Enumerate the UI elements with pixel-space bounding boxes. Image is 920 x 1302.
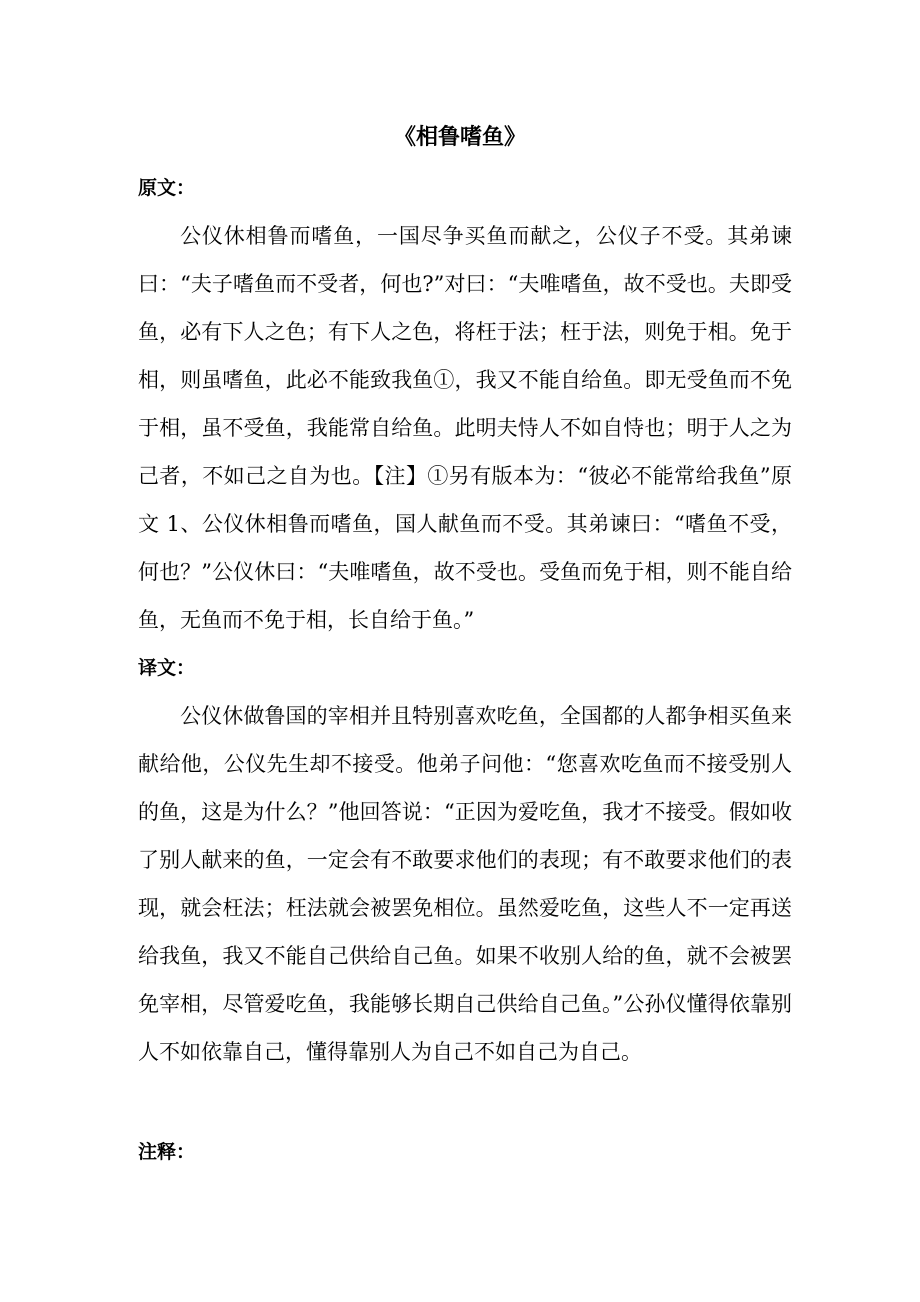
notes-heading: 注释： bbox=[138, 1141, 196, 1163]
original-text-heading: 原文： bbox=[138, 177, 196, 199]
document-title: 《相鲁嗜鱼》 bbox=[393, 125, 526, 150]
translation-paragraph: 公仪休做鲁国的宰相并且特别喜欢吃鱼，全国都的人都争相买鱼来献给他，公仪先生却不接受。他弟子问他：“您喜欢吃鱼而不接受别人的鱼，这是为什么？”他回答说：“正因为爱吃鱼，我才不接受。假如收了别人献来的鱼，一定会有不敢要求他们的表现；有不敢要求他们的表现，就会枉法；枉法就会被罢免相位。虽然爱吃鱼，这些人不一定再送给我鱼，我又不能自己供给自己鱼。如果不收别人给的鱼，就不会被罢免宰相，尽管爱吃鱼，我能够长期自己供给自己鱼。”公孙仪懂得依靠别人不如依靠自己，懂得靠别人为自己不如自己为自己。 bbox=[138, 704, 792, 1064]
original-text-paragraph: 公仪休相鲁而嗜鱼，一国尽争买鱼而献之，公仪子不受。其弟谏曰：“夫子嗜鱼而不受者，何也?”对曰：“夫唯嗜鱼，故不受也。夫即受鱼，必有下人之色；有下人之色，将枉于法；枉于法，则免于相。免于相，则虽嗜鱼，此必不能致我鱼①，我又不能自给鱼。即无受鱼而不免于相，虽不受鱼，我能常自给鱼。此明夫恃人不如自恃也；明于人之为己者，不如己之自为也。【注】①另有版本为：“彼必不能常给我鱼”原文 1、公仪休相鲁而嗜鱼，国人献鱼而不受。其弟谏曰：“嗜鱼不受，何也？”公仪休曰：“夫唯嗜鱼，故不受也。受鱼而免于相，则不能自给鱼，无鱼而不免于相，长自给于鱼。” bbox=[138, 224, 792, 632]
translation-heading: 译文： bbox=[138, 657, 196, 679]
